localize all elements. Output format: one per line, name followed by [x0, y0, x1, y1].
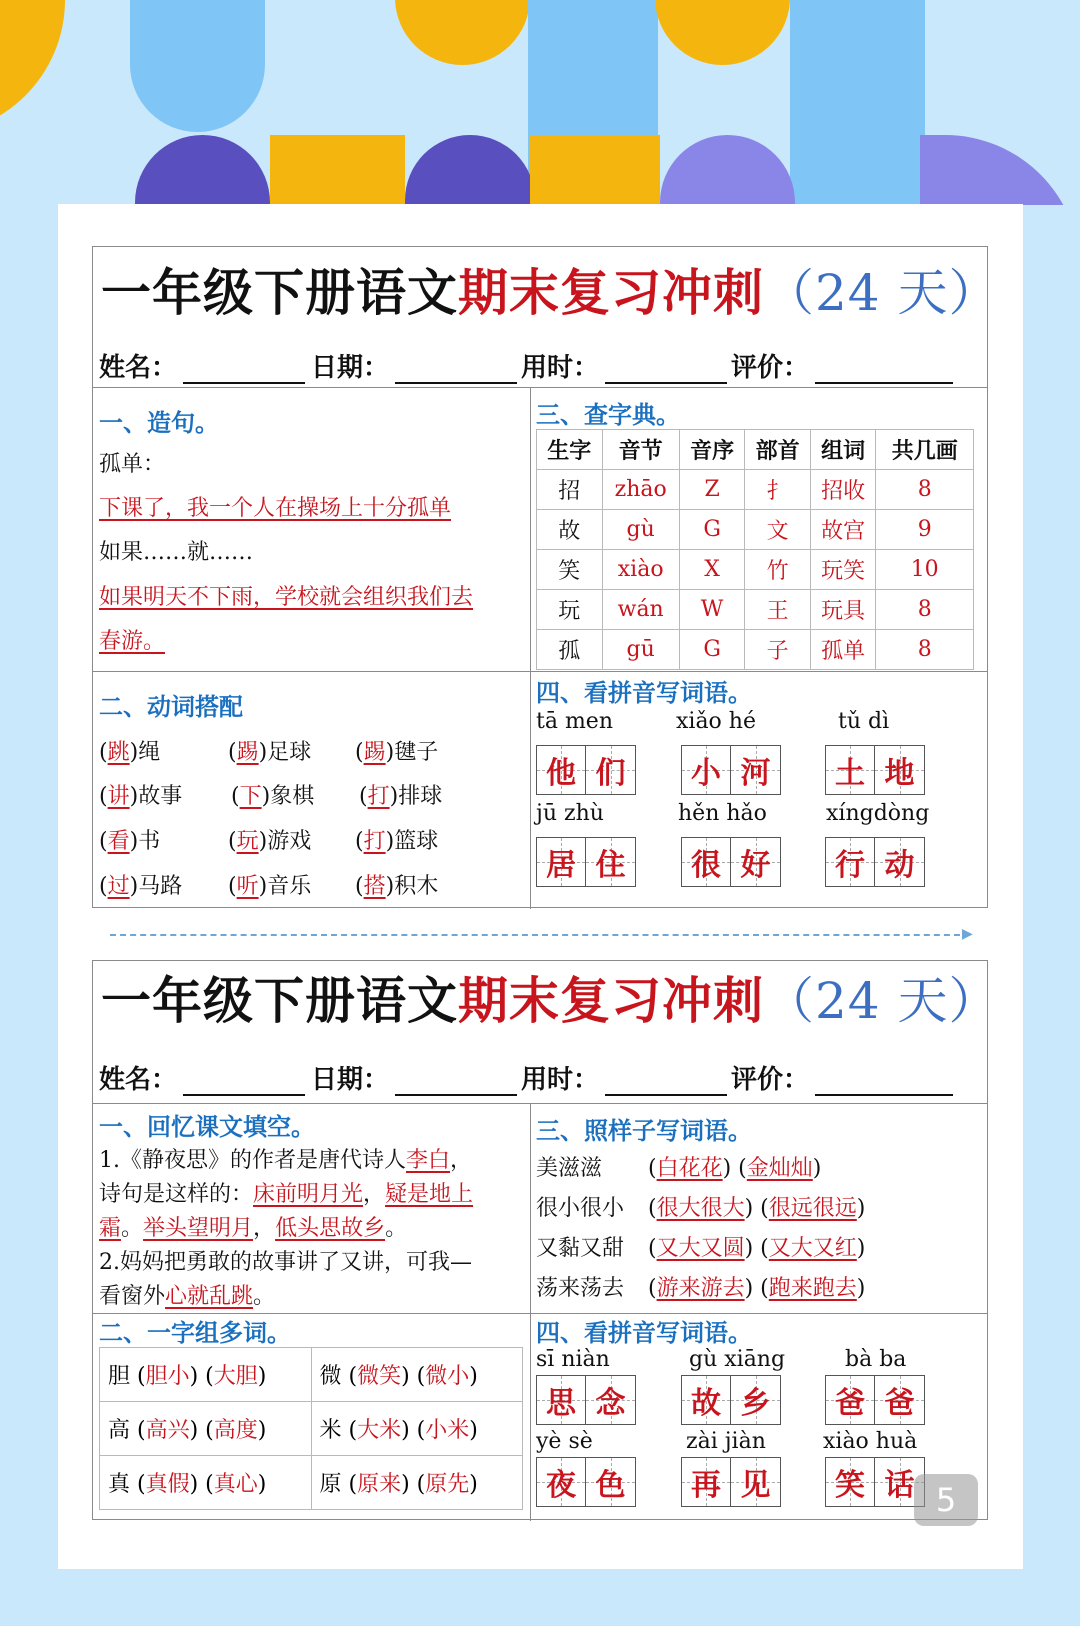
pinyin-label: jū zhù: [536, 801, 604, 826]
table-cell: 8: [876, 470, 974, 510]
writing-grid: [825, 1457, 925, 1507]
pinyin-label: xíngdòng: [826, 801, 930, 826]
prompt-word: 如果……就……: [99, 540, 254, 565]
table-cell: 9: [876, 510, 974, 550]
fill-line: 诗句是这样的：床前明月光，疑是地上: [99, 1182, 474, 1207]
writing-grid: [536, 1457, 636, 1507]
writing-cell: 行: [825, 837, 875, 887]
eval-label: 评价：: [731, 1065, 810, 1095]
section-title: 一、回忆课文填空。: [99, 1112, 315, 1141]
section-title: 二、动词搭配: [99, 692, 243, 721]
table-cell: gù: [602, 510, 679, 550]
name-field[interactable]: [183, 1066, 305, 1096]
writing-cell: 地: [875, 745, 925, 795]
pinyin-label: gù xiāng: [689, 1347, 786, 1372]
section-title: 四、看拼音写词语。: [536, 678, 752, 707]
section-title: 三、照样子写词语。: [536, 1116, 752, 1145]
writing-grid: [536, 837, 636, 887]
eval-field[interactable]: [815, 354, 953, 384]
pinyin-label: tā men: [536, 709, 613, 734]
writing-cell: 思: [536, 1375, 586, 1425]
verb-pair: (搭)积木: [355, 874, 439, 899]
table-cell: 8: [876, 630, 974, 670]
verb-pair: (下)象棋: [231, 784, 315, 809]
table-row: [537, 470, 974, 510]
verb-pair: (打)篮球: [355, 829, 439, 854]
table-cell: 文: [745, 510, 811, 550]
table-header: 共几画: [876, 430, 974, 470]
dictionary-table: [536, 429, 974, 670]
pinyin-label: hěn hǎo: [678, 801, 767, 826]
table-row: [537, 510, 974, 550]
info-row: [99, 1059, 979, 1099]
decorative-header: [0, 0, 1080, 205]
pattern-row: 很小很小 (很大很大) (很远很远): [536, 1196, 866, 1221]
table-cell: G: [679, 510, 745, 550]
writing-cell: 色: [586, 1457, 636, 1507]
writing-cell: 很: [681, 837, 731, 887]
page-number-badge[interactable]: 5: [914, 1474, 978, 1526]
writing-grid: [536, 745, 636, 795]
verb-pair: (过)马路: [99, 874, 183, 899]
writing-cell: 爸: [825, 1375, 875, 1425]
table-row: [100, 1402, 523, 1456]
divider: [93, 1103, 987, 1104]
table-cell: 招: [537, 470, 603, 510]
date-field[interactable]: [395, 1066, 517, 1096]
table-cell: zhāo: [602, 470, 679, 510]
table-cell: 高 (高兴) (高度): [100, 1402, 312, 1456]
worksheet-title: [101, 265, 1000, 321]
pattern-row: 又黏又甜 (又大又圆) (又大又红): [536, 1236, 866, 1261]
date-label: 日期：: [311, 1065, 390, 1095]
table-cell: 故: [537, 510, 603, 550]
table-cell: X: [679, 550, 745, 590]
time-label: 用时：: [521, 1065, 600, 1095]
name-label: 姓名：: [99, 353, 178, 383]
section-title: 二、一字组多词。: [99, 1318, 291, 1347]
time-field[interactable]: [605, 354, 727, 384]
dashed-separator: [110, 934, 970, 936]
table-header: 音序: [679, 430, 745, 470]
fill-line: 霜。举头望明月，低头思故乡。: [99, 1216, 408, 1241]
title-main: 一年级下册语文: [101, 971, 458, 1030]
pinyin-label: xiǎo hé: [676, 709, 756, 734]
verb-pair: (跳)绳: [99, 740, 161, 765]
writing-cell: 见: [731, 1457, 781, 1507]
column-divider: [530, 1103, 531, 1521]
table-cell: 8: [876, 590, 974, 630]
worksheet-1: [92, 246, 1000, 908]
writing-grid: [825, 837, 925, 887]
writing-cell: 居: [536, 837, 586, 887]
verb-pair: (踢)足球: [228, 740, 312, 765]
table-cell: Z: [679, 470, 745, 510]
table-header: 部首: [745, 430, 811, 470]
column-divider: [530, 387, 531, 909]
table-cell: 真 (真假) (真心): [100, 1456, 312, 1510]
verb-pair: (听)音乐: [228, 874, 312, 899]
table-cell: 王: [745, 590, 811, 630]
time-field[interactable]: [605, 1066, 727, 1096]
verb-pair: (看)书: [99, 829, 161, 854]
pinyin-label: zài jiàn: [686, 1429, 766, 1454]
table-cell: xiào: [602, 550, 679, 590]
section-title: 三、查字典。: [536, 400, 680, 429]
table-row: [100, 1348, 523, 1402]
title-highlight: 期末复习冲刺: [458, 971, 764, 1030]
title-days: （24 天）: [764, 264, 1000, 322]
table-row: [537, 630, 974, 670]
word-group-table: [99, 1347, 523, 1510]
writing-cell: 好: [731, 837, 781, 887]
writing-cell: 住: [586, 837, 636, 887]
table-cell: 孤单: [810, 630, 876, 670]
table-row: [100, 1456, 523, 1510]
table-cell: W: [679, 590, 745, 630]
fill-line: 1.《静夜思》的作者是唐代诗人李白，: [99, 1148, 473, 1173]
worksheet-title: [101, 973, 1000, 1029]
writing-cell: 动: [875, 837, 925, 887]
time-label: 用时：: [521, 353, 600, 383]
writing-grid: [536, 1375, 636, 1425]
table-cell: 笑: [537, 550, 603, 590]
writing-grid: [681, 837, 781, 887]
date-label: 日期：: [311, 353, 390, 383]
title-main: 一年级下册语文: [101, 263, 458, 322]
divider: [93, 387, 987, 388]
table-cell: gū: [602, 630, 679, 670]
verb-pair: (玩)游戏: [228, 829, 312, 854]
pinyin-label: sī niàn: [536, 1347, 610, 1372]
title-highlight: 期末复习冲刺: [458, 263, 764, 322]
prompt-word: 孤单：: [99, 452, 166, 477]
writing-grid: [825, 745, 925, 795]
writing-grid: [681, 745, 781, 795]
writing-grid: [681, 1457, 781, 1507]
table-row: [537, 550, 974, 590]
section-title: 四、看拼音写词语。: [536, 1318, 752, 1347]
pinyin-label: tǔ dì: [838, 709, 890, 734]
writing-grid: [681, 1375, 781, 1425]
pinyin-label: yè sè: [536, 1429, 593, 1454]
table-cell: G: [679, 630, 745, 670]
name-label: 姓名：: [99, 1065, 178, 1095]
table-cell: 玩具: [810, 590, 876, 630]
table-cell: 子: [745, 630, 811, 670]
writing-cell: 念: [586, 1375, 636, 1425]
table-cell: 孤: [537, 630, 603, 670]
table-header: 音节: [602, 430, 679, 470]
table-cell: 扌: [745, 470, 811, 510]
pinyin-label: xiào huà: [823, 1429, 918, 1454]
fill-line: 2.妈妈把勇敢的故事讲了又讲，可我—: [99, 1250, 472, 1275]
table-cell: 玩笑: [810, 550, 876, 590]
date-field[interactable]: [395, 354, 517, 384]
writing-cell: 小: [681, 745, 731, 795]
writing-cell: 河: [731, 745, 781, 795]
table-cell: 故宫: [810, 510, 876, 550]
writing-grid: [825, 1375, 925, 1425]
writing-cell: 他: [536, 745, 586, 795]
verb-pair: (讲)故事: [99, 784, 183, 809]
title-days: （24 天）: [764, 972, 1000, 1030]
info-row: [99, 347, 979, 387]
table-cell: 胆 (胆小) (大胆): [100, 1348, 312, 1402]
pinyin-label: bà ba: [845, 1347, 907, 1372]
writing-cell: 爸: [875, 1375, 925, 1425]
table-cell: 10: [876, 550, 974, 590]
table-header: 生字: [537, 430, 603, 470]
section-title: 一、造句。: [99, 408, 219, 437]
writing-cell: 夜: [536, 1457, 586, 1507]
table-cell: wán: [602, 590, 679, 630]
table-header-row: [537, 430, 974, 470]
verb-pair: (踢)毽子: [355, 740, 439, 765]
table-cell: 微 (微笑) (微小): [311, 1348, 523, 1402]
table-cell: 竹: [745, 550, 811, 590]
verb-pair: (打)排球: [359, 784, 443, 809]
pattern-row: 美滋滋 (白花花) (金灿灿): [536, 1156, 822, 1181]
table-cell: 原 (原来) (原先): [311, 1456, 523, 1510]
eval-field[interactable]: [815, 1066, 953, 1096]
pattern-row: 荡来荡去 (游来游去) (跑来跑去): [536, 1276, 866, 1301]
writing-cell: 乡: [731, 1375, 781, 1425]
table-cell: 米 (大米) (小米): [311, 1402, 523, 1456]
arrow-right-icon: ▶: [962, 926, 973, 942]
writing-cell: 笑: [825, 1457, 875, 1507]
answer-sentence: 春游。: [99, 629, 166, 654]
eval-label: 评价：: [731, 353, 810, 383]
fill-line: 看窗外心就乱跳。: [99, 1284, 276, 1309]
table-cell: 玩: [537, 590, 603, 630]
writing-cell: 土: [825, 745, 875, 795]
worksheet-2: [92, 960, 1000, 1520]
name-field[interactable]: [183, 354, 305, 384]
divider: [93, 671, 987, 672]
writing-cell: 话: [875, 1457, 925, 1507]
answer-sentence: 如果明天不下雨，学校就会组织我们去: [99, 585, 474, 610]
writing-cell: 们: [586, 745, 636, 795]
table-row: [537, 590, 974, 630]
writing-cell: 再: [681, 1457, 731, 1507]
writing-cell: 故: [681, 1375, 731, 1425]
table-header: 组词: [810, 430, 876, 470]
answer-sentence: 下课了，我一个人在操场上十分孤单: [99, 496, 452, 521]
table-cell: 招收: [810, 470, 876, 510]
